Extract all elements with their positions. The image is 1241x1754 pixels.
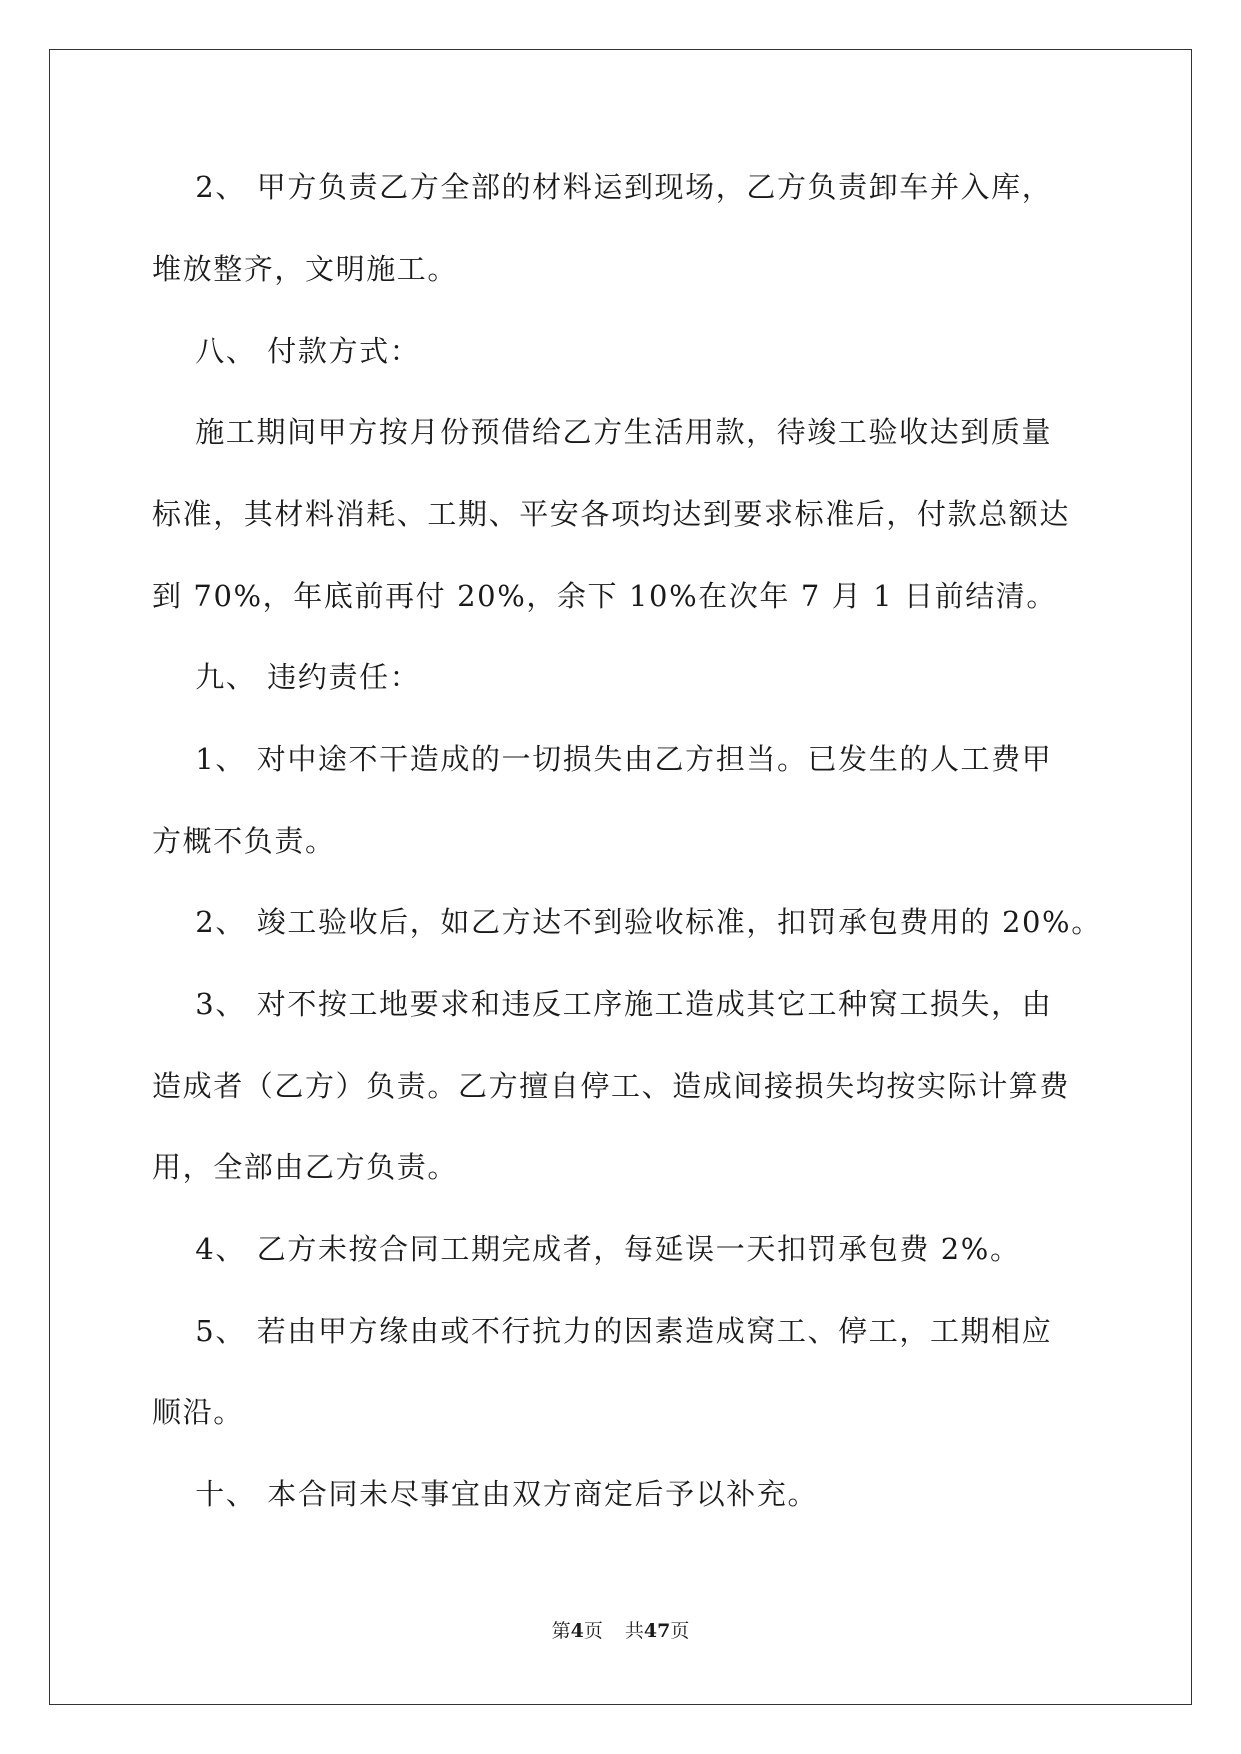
total-pages: 47	[643, 1620, 671, 1642]
text-line: 方概不负责。	[152, 824, 336, 858]
text-line: 1、 对中途不干造成的一切损失由乙方担当。已发生的人工费甲	[152, 742, 1053, 776]
text-line: 施工期间甲方按月份预借给乙方生活用款，待竣工验收达到质量	[152, 415, 1053, 449]
section-heading: 十、 本合同未尽事宜由双方商定后予以补充。	[152, 1477, 819, 1511]
section-heading: 九、 违约责任：	[152, 660, 421, 694]
page-border	[49, 49, 1192, 1705]
text-line: 到 70%，年底前再付 20%，余下 10%在次年 7 月 1 日前结清。	[152, 579, 1058, 613]
text-line: 5、 若由甲方缘由或不行抗力的因素造成窝工、停工，工期相应	[152, 1314, 1053, 1348]
section-heading: 八、 付款方式：	[152, 334, 421, 368]
text-line: 2、 甲方负责乙方全部的材料运到现场，乙方负责卸车并入库，	[152, 170, 1053, 204]
text-line: 4、 乙方未按合同工期完成者，每延误一天扣罚承包费 2%。	[152, 1232, 1021, 1266]
page-prefix: 第	[551, 1620, 571, 1642]
total-suffix: 页	[670, 1620, 690, 1642]
text-line: 造成者（乙方）负责。乙方擅自停工、造成间接损失均按实际计算费	[152, 1069, 1071, 1103]
page-number: 4	[570, 1620, 584, 1642]
text-line: 堆放整齐，文明施工。	[152, 252, 459, 286]
page-footer	[0, 1622, 1241, 1641]
text-line: 用，全部由乙方负责。	[152, 1150, 459, 1184]
total-prefix: 共	[624, 1620, 644, 1642]
text-line: 顺沿。	[152, 1395, 244, 1429]
text-line: 3、 对不按工地要求和违反工序施工造成其它工种窝工损失，由	[152, 987, 1053, 1021]
text-line: 标准，其材料消耗、工期、平安各项均达到要求标准后，付款总额达	[152, 497, 1071, 531]
text-line: 2、 竣工验收后，如乙方达不到验收标准，扣罚承包费用的 20%。	[152, 905, 1102, 939]
page-suffix: 页	[583, 1620, 603, 1642]
